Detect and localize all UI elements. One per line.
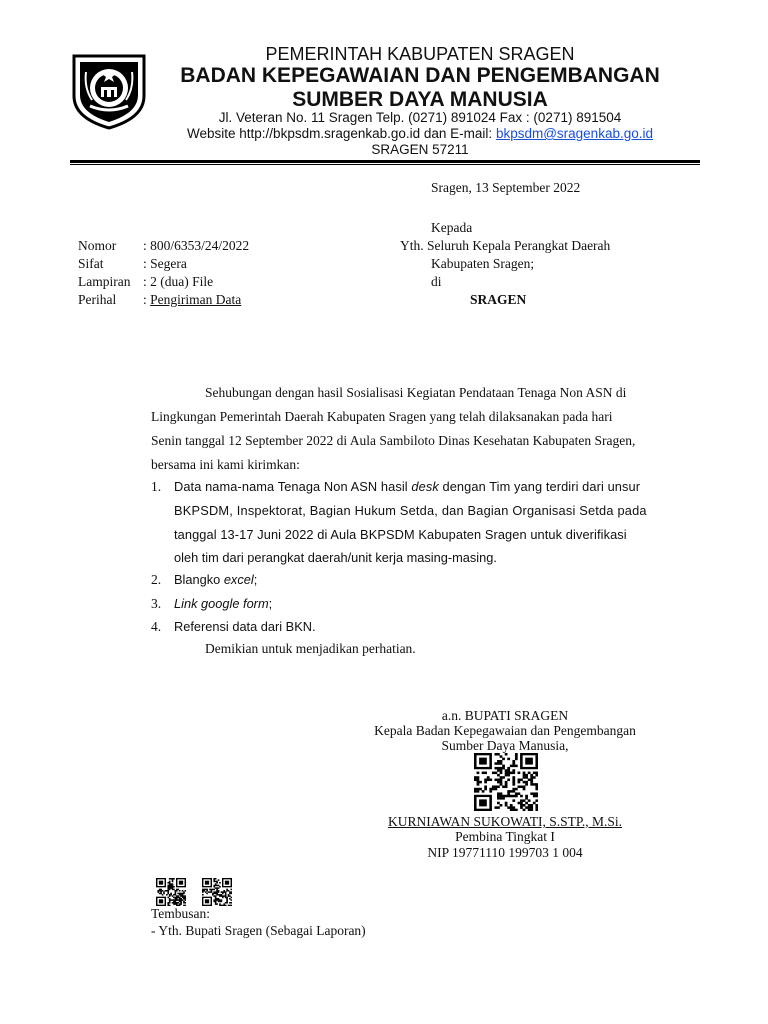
list-item-3-emphasis: Link google form [174, 596, 269, 611]
letterhead-divider [70, 160, 700, 163]
list-item-1-line-3: tanggal 13-17 Juni 2022 di Aula BKPSDM Kabupaten Sragen untuk diverifikasi [174, 527, 627, 542]
cc-title: Tembusan: [151, 906, 211, 921]
body-line-3: Senin tanggal 12 September 2022 di Aula Sambiloto Dinas Kesehatan Kabupaten Sragen, [151, 433, 636, 448]
list-item-1-line-2: BKPSDM, Inspektorat, Bagian Hukum Setda, dan Bagian Organisasi Setda pada [174, 503, 647, 518]
list-number-4: 4. [151, 619, 162, 634]
letterhead-divider-thin [70, 164, 700, 165]
list-item-1-line-1 [174, 479, 640, 494]
body-line-2: Lingkungan Pemerintah Daerah Kabupaten Sragen yang telah dilaksanakan pada hari [151, 409, 613, 424]
list-item-1-text: Data nama-nama Tenaga Non ASN hasil [174, 479, 412, 494]
sifat-label: Sifat [78, 256, 104, 271]
list-item-2 [174, 572, 257, 587]
nomor-value: : 800/6353/24/2022 [143, 238, 250, 253]
perihal-value [143, 291, 241, 309]
list-item-1-text-2: dengan Tim yang terdiri dari unsur [438, 479, 641, 494]
signature-position: Kepala Badan Kepegawaian dan Pengembangan [374, 723, 636, 738]
signer-nip: NIP 19771110 199703 1 004 [427, 845, 583, 860]
list-item-2-emphasis: excel [223, 572, 254, 587]
perihal-text: Pengiriman Data [150, 292, 242, 307]
date-line: Sragen, 13 September 2022 [431, 180, 581, 195]
letterhead-address: Jl. Veteran No. 11 Sragen Telp. (0271) 891024 Fax : (0271) 891504 [218, 110, 622, 125]
signature-qr-code [474, 753, 538, 811]
recipient-region: Kabupaten Sragen; [431, 256, 535, 271]
list-number-2: 2. [151, 572, 162, 587]
body-line-4: bersama ini kami kirimkan: [151, 457, 300, 472]
signer-name: KURNIAWAN SUKOWATI, S.STP., M.Si. [387, 814, 623, 829]
signature-on-behalf: a.n. BUPATI SRAGEN [441, 708, 569, 723]
signature-position-2: Sumber Daya Manusia, [441, 738, 569, 753]
lampiran-label: Lampiran [78, 274, 131, 289]
perihal-label: Perihal [78, 292, 117, 307]
list-number-1: 1. [151, 479, 162, 494]
letterhead-city: SRAGEN 57211 [371, 142, 469, 157]
sifat-value: : Segera [143, 256, 187, 271]
nomor-label: Nomor [78, 238, 117, 253]
signer-rank: Pembina Tingkat I [455, 829, 555, 844]
letterhead-agency-name-2: SUMBER DAYA MANUSIA [292, 88, 548, 111]
list-number-3: 3. [151, 596, 162, 611]
list-item-3 [174, 596, 272, 611]
list-item-2-suffix: ; [253, 572, 258, 587]
perihal-colon: : [143, 292, 151, 307]
list-item-4: Referensi data dari BKN. [174, 619, 316, 634]
list-item-1-line-4: oleh tim dari perangkat daerah/unit kerja masing-masing. [174, 550, 497, 565]
list-item-2-text: Blangko [174, 572, 224, 587]
closing-sentence: Demikian untuk menjadikan perhatian. [205, 641, 416, 656]
letterhead-contact [160, 126, 680, 141]
recipient-kepada: Kepada [431, 220, 473, 235]
recipient-name: Yth. Seluruh Kepala Perangkat Daerah [400, 238, 611, 253]
list-item-3-suffix: ; [268, 596, 273, 611]
email-link[interactable]: bkpsdm@sragenkab.go.id [495, 126, 653, 141]
recipient-city: SRAGEN [470, 292, 527, 307]
recipient-di: di [431, 274, 442, 289]
letterhead-agency-name: BADAN KEPEGAWAIAN DAN PENGEMBANGAN [180, 64, 660, 87]
lampiran-value: : 2 (dua) File [143, 274, 214, 289]
cc-item-1: - Yth. Bupati Sragen (Sebagai Laporan) [151, 923, 366, 938]
body-line-1: Sehubungan dengan hasil Sosialisasi Kegiatan Pendataan Tenaga Non ASN di [205, 385, 627, 400]
website-text: Website http://bkpsdm.sragenkab.go.id dan E-mail: [187, 126, 496, 141]
list-item-1-emphasis: desk [411, 479, 439, 494]
sragen-regency-emblem [68, 52, 150, 130]
letterhead-line-1: PEMERINTAH KABUPATEN SRAGEN [265, 44, 575, 64]
attachment-qr-code-1 [156, 878, 186, 906]
attachment-qr-code-2 [202, 878, 232, 906]
